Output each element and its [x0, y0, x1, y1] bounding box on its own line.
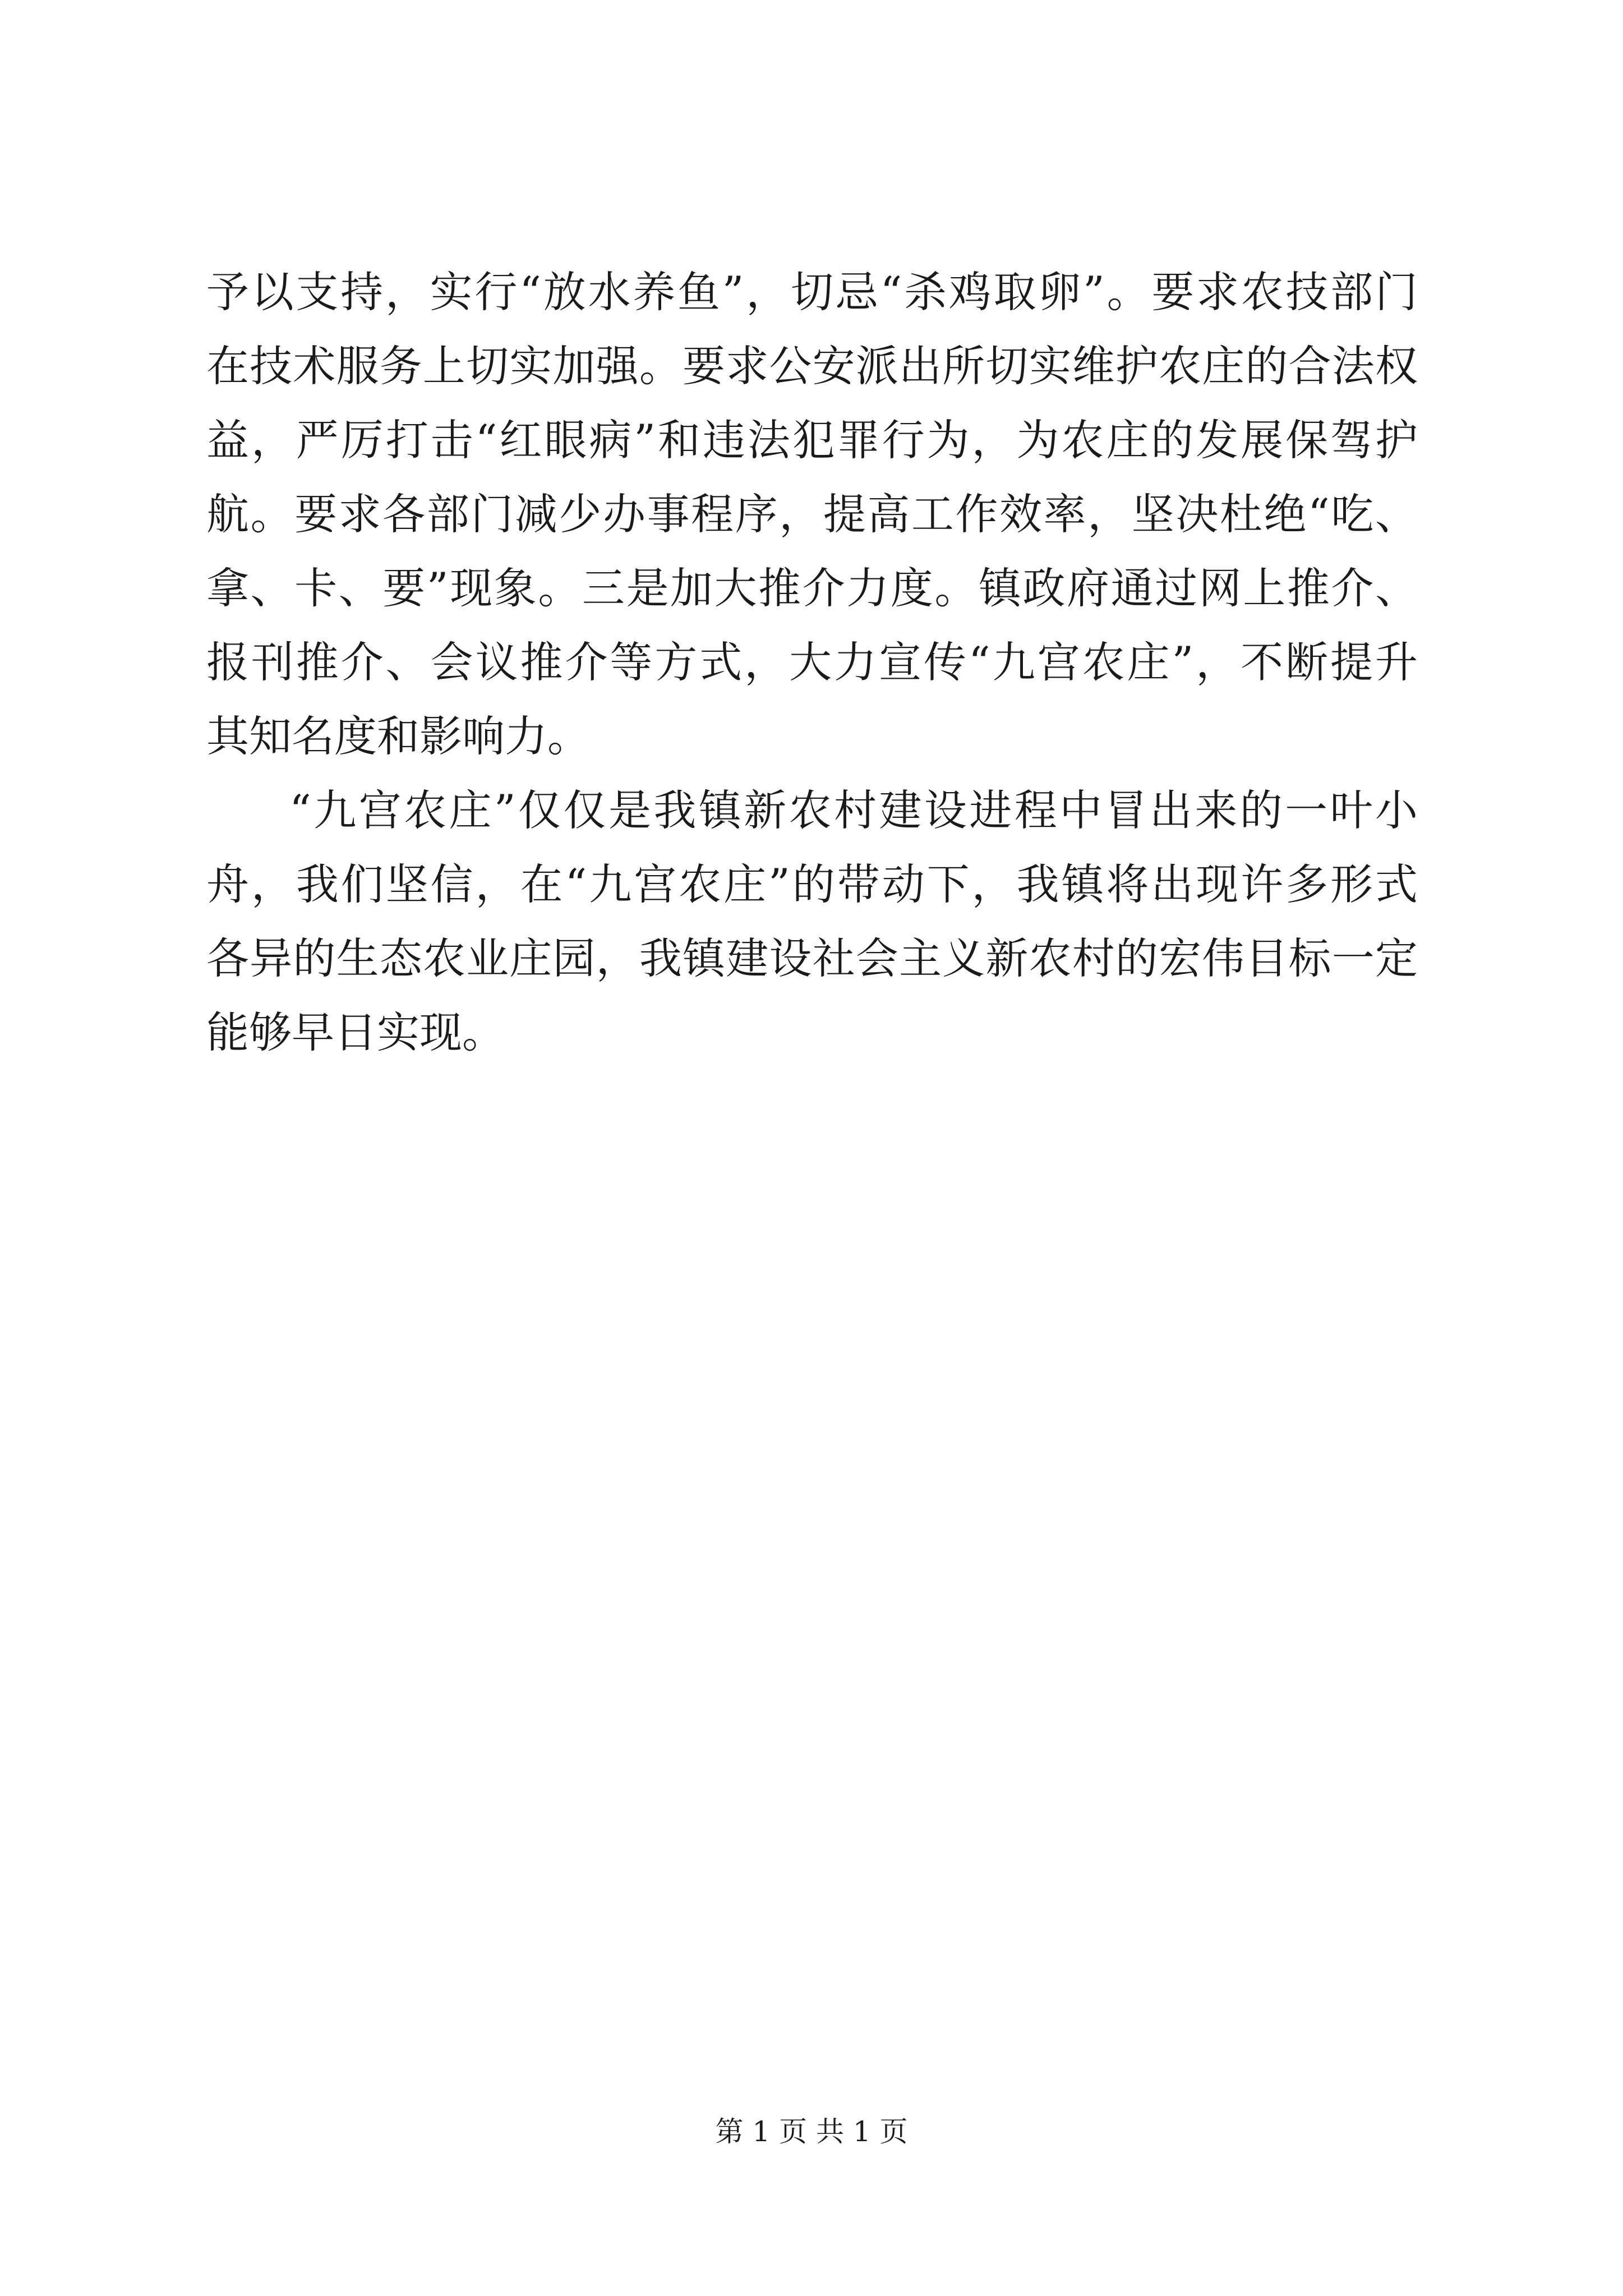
document-body [206, 255, 1418, 1070]
paragraph-line: 航。要求各部门减少办事程序，提高工作效率，坚决杜绝“吃、 [206, 489, 1418, 539]
paragraph-1 [206, 255, 1418, 774]
paragraph-line: “九宫农庄”仅仅是我镇新农村建设进程中冒出来的一叶小 [289, 785, 1418, 835]
paragraph-line: 报刊推介、会议推介等方式，大力宣传“九宫农庄”，不断提升 [206, 637, 1418, 687]
paragraph-line: 予以支持，实行“放水养鱼”，切忌“杀鸡取卵”。要求农技部门 [206, 267, 1418, 317]
page-footer [0, 2115, 1623, 2148]
paragraph-line: 各异的生态农业庄园，我镇建设社会主义新农村的宏伟目标一定 [206, 933, 1418, 983]
paragraph-line: 能够早日实现。 [206, 1007, 505, 1057]
paragraph-line: 益，严厉打击“红眼病”和违法犯罪行为，为农庄的发展保驾护 [206, 415, 1418, 465]
paragraph-line: 其知名度和影响力。 [206, 711, 590, 761]
paragraph-line: 舟，我们坚信，在“九宫农庄”的带动下，我镇将出现许多形式 [206, 859, 1418, 909]
paragraph-2 [206, 774, 1418, 1070]
page-number-label: 第 1 页 共 1 页 [715, 2115, 908, 2148]
paragraph-line: 在技术服务上切实加强。要求公安派出所切实维护农庄的合法权 [206, 341, 1418, 391]
paragraph-line: 拿、卡、要”现象。三是加大推介力度。镇政府通过网上推介、 [206, 563, 1418, 613]
